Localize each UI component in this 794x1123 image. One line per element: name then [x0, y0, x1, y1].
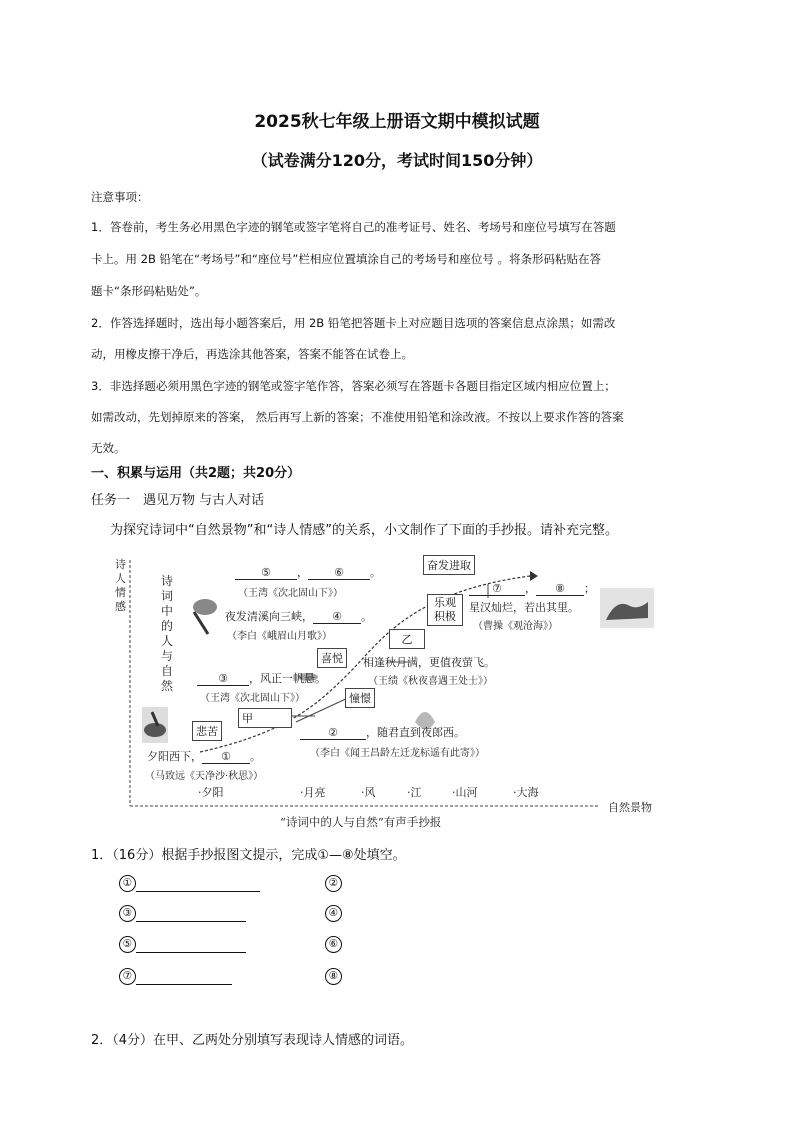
answer-6[interactable]: ⑥: [325, 934, 342, 953]
blank-5: ⑤: [235, 566, 297, 580]
blank-3: ③: [197, 672, 249, 686]
nature-item: ·月亮: [300, 786, 326, 799]
x-axis-label: 自然景物: [608, 801, 652, 814]
blank-1: ①: [202, 750, 250, 764]
ink-rider: [142, 707, 168, 743]
page-title: 2025秋七年级上册语文期中模拟试题: [254, 112, 540, 132]
verse-source: （王湾《次北固山下》）: [200, 693, 305, 704]
notice-line: 动，用橡皮擦干净后，再选涂其他答案，答案不能答在试卷上。: [91, 347, 413, 361]
blank-4: ④: [313, 610, 361, 624]
notice-line: 2．作答选择题时，选出每小题答案后，用 2B 铅笔把答题卡上对应题目选项的答案信息点涂黑；如需改: [91, 316, 616, 330]
nature-item: ·山河: [452, 786, 478, 799]
answer-7[interactable]: ⑦: [119, 966, 232, 985]
ink-sea-wave: [600, 588, 654, 628]
emotion-box-jia: 甲: [238, 708, 292, 728]
answer-line[interactable]: [136, 938, 246, 953]
section-heading: 一、积累与运用（共2题；共20分）: [91, 466, 301, 481]
verse-5-6: ⑤ ， ⑥ 。: [235, 564, 381, 580]
verse-4: 夜发清溪向三峡， ④ 。: [225, 610, 372, 623]
answer-5[interactable]: ⑤: [119, 934, 246, 953]
verse-source: （曹操《观沧海》）: [473, 621, 558, 632]
notice-line: 题卡“条形码粘贴处”。: [91, 284, 207, 298]
verse-2: ② ，随君直到夜郎西。: [300, 724, 465, 740]
notice-heading: 注意事项：: [91, 190, 149, 204]
emotion-box: 憧憬: [345, 688, 375, 708]
ink-figure-left: [193, 599, 217, 634]
blank-2: ②: [300, 726, 366, 740]
emotion-box: 奋发进取: [423, 555, 475, 575]
answer-3[interactable]: ③: [119, 903, 246, 922]
verse-text: 相逢秋月满，更值夜萤飞。: [363, 656, 495, 669]
answer-8[interactable]: ⑧: [325, 966, 342, 985]
emotion-box: 喜悦: [317, 648, 347, 668]
nature-item: ·江: [407, 786, 422, 799]
blank-6: ⑥: [308, 566, 370, 580]
page-subtitle: （试卷满分120分，考试时间150分钟）: [251, 151, 543, 170]
y-axis-label: 诗人情感: [115, 558, 126, 613]
nature-item: ·风: [361, 786, 376, 799]
task-heading: 任务一 遇见万物 与古人对话: [91, 493, 265, 508]
notice-line: 1．答卷前，考生务必用黑色字迹的钢笔或签字笔将自己的准考证号、姓名、考场号和座位号填写在答题: [91, 220, 616, 234]
nature-item: ·夕阳: [198, 786, 224, 799]
verse-source: （王湾《次北固山下》）: [238, 588, 343, 599]
answer-2[interactable]: ②: [325, 873, 342, 892]
question-2: 2．（4分）在甲、乙两处分别填写表现诗人情感的词语。: [91, 1033, 414, 1048]
blank-7: ⑦: [469, 582, 525, 596]
question-1: 1．（16分）根据手抄报图文提示，完成①—⑧处填空。: [91, 848, 406, 863]
notice-line: 卡上。用 2B 铅笔在“考场号”和“座位号”栏相应位置填涂自己的考场号和座位号 。将条形码粘贴在答: [91, 252, 601, 266]
verse-source: （李白《峨眉山月歌》）: [227, 631, 332, 642]
answer-1[interactable]: ①: [119, 873, 260, 892]
emotion-box: 乐观积极: [427, 594, 463, 626]
task-intro: 为探究诗词中“自然景物”和“诗人情感”的关系，小文制作了下面的手抄报。请补充完整。: [110, 523, 618, 538]
nature-item: ·大海: [513, 786, 539, 799]
emotion-box-yi: 乙: [389, 629, 425, 649]
notice-line: 无效。: [91, 441, 126, 455]
notice-line: 3．非选择题必须用黑色字迹的钢笔或签字笔作答，答案必须写在答题卡各题目指定区域内相应位置上；: [91, 379, 616, 393]
blank-8: ⑧: [536, 582, 584, 596]
answer-line[interactable]: [136, 970, 232, 985]
answer-line[interactable]: [136, 907, 246, 922]
verse-1: 夕阳西下， ① 。: [147, 750, 261, 763]
verse-7-8: ⑦ ， ⑧ ；: [469, 580, 595, 596]
vertical-title: 诗词中的人与自然: [161, 574, 174, 693]
emotion-box: 悲苦: [192, 721, 222, 741]
verse-source: （李白《闻王昌龄左迁龙标遥有此寄》）: [310, 748, 485, 759]
verse-source: （王绩《秋夜喜遇王处士》）: [368, 676, 493, 687]
verse-line: 星汉灿烂，若出其里。: [469, 601, 579, 614]
verse-source: （马致远《天净沙·秋思》）: [145, 771, 264, 782]
diagram-caption: “诗词中的人与自然”有声手抄报: [280, 815, 442, 829]
answer-line[interactable]: [136, 877, 260, 892]
hand-copied-newspaper-diagram: [110, 552, 680, 832]
verse-3: ③ ，风正一帆悬。: [197, 670, 326, 686]
notice-line: 如需改动，先划掉原来的答案， 然后再写上新的答案；不准使用铅笔和涂改液。不按以上要求作答的答案: [91, 410, 624, 424]
answer-4[interactable]: ④: [325, 903, 342, 922]
